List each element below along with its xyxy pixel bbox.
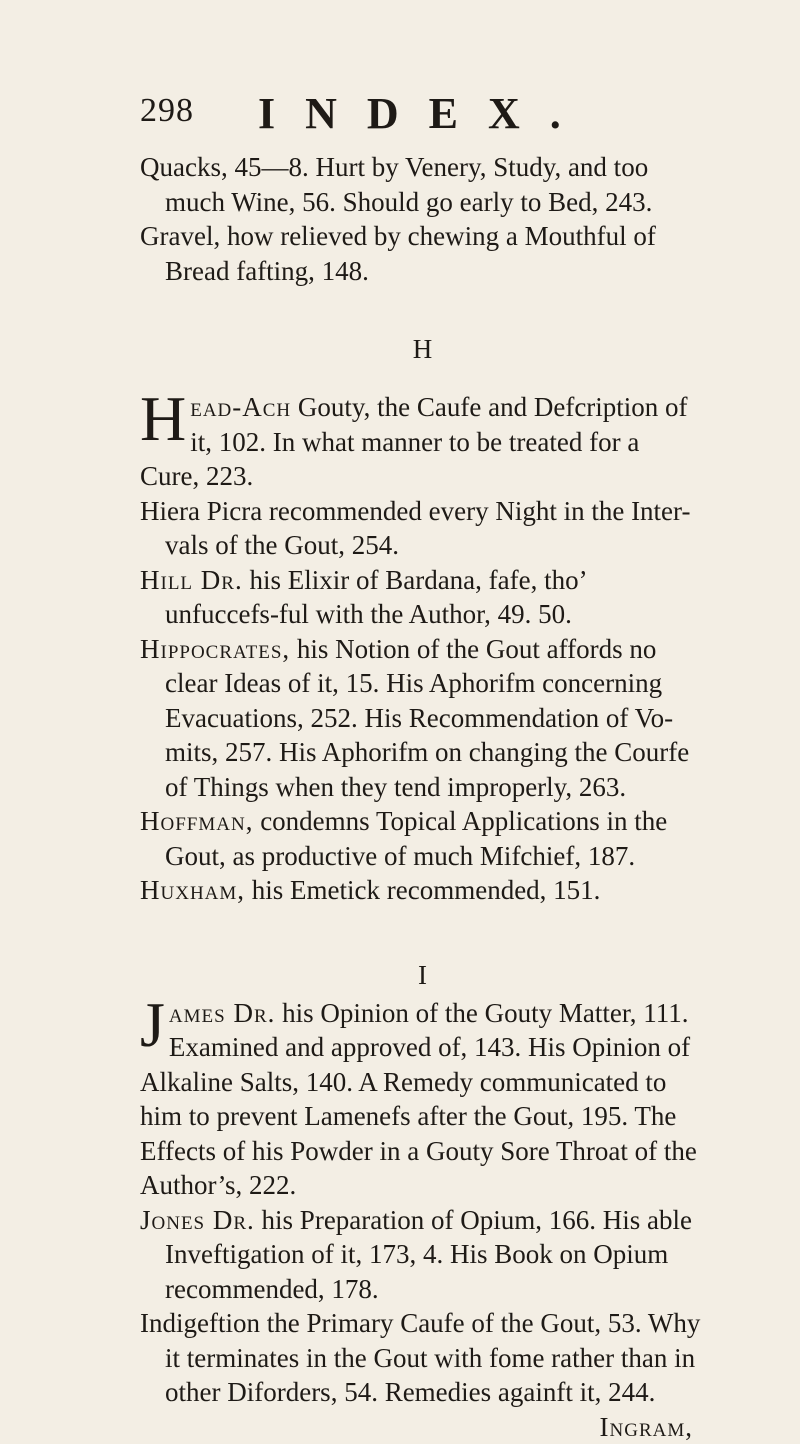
page-number: 298 [140, 92, 194, 130]
entry-heading: ames Dr. [169, 998, 275, 1028]
section-letter-h: H [140, 332, 705, 366]
index-body [140, 150, 705, 1444]
index-entry-james [140, 996, 705, 1203]
entry-heading: Huxham, [140, 875, 245, 905]
entry-text: his Opinion of the Gouty Matter, 111. Examined and approved of, 143. His Opinion of Alkaline Salts, 140. A Remedy communicated to him to prevent Lamenefs after the Gout, 195. The Effects of his Powder in a Gouty Sore Throat of the Author’s, 222. [140, 998, 697, 1201]
entry-heading: Hippocrates, [140, 634, 290, 664]
entry-text: condemns Topical Applications in the Gout, as productive of much Mifchief, 187. [165, 806, 667, 871]
entry-heading: ead-Ach [190, 392, 291, 422]
index-entry-jones [140, 1203, 705, 1307]
page-header [140, 88, 700, 138]
index-entry-hiera-picra: Hiera Picra recommended every Night in the Inter-vals of the Gout, 254. [140, 494, 705, 563]
drop-cap-j: J [140, 996, 165, 1054]
index-entry-hill [140, 563, 705, 632]
index-entry-indigestion: Indigeftion the Primary Caufe of the Gout, 53. Why it terminates in the Gout with fome rather than in other Diforders, 54. Remedies againft it, 244. [140, 1306, 705, 1410]
index-entry-quacks: Quacks, 45—8. Hurt by Venery, Study, and too much Wine, 56. Should go early to Bed, 243. [140, 150, 705, 219]
index-entry-head-ach [140, 390, 705, 494]
section-letter-i: I [140, 958, 705, 992]
entry-heading: Jones Dr. [140, 1205, 255, 1235]
entry-text: his Notion of the Gout affords no clear Ideas of it, 15. His Aphorifm concerning Evacuations, 252. His Recommendation of Vo-mits, 257. His Aphorifm on changing the Courfe of Things when they tend improperly, 263. [165, 634, 689, 802]
entry-text: Gouty, the Caufe and Defcription of it, 102. In what manner to be treated for a Cure, 223. [140, 392, 688, 491]
running-title: INDEX. [258, 88, 591, 139]
entry-text: his Emetick recommended, 151. [245, 875, 600, 905]
entry-heading: Hoffman, [140, 806, 253, 836]
catchword: Ingram, [140, 1410, 705, 1444]
drop-cap-h: H [140, 390, 186, 448]
entry-heading: Hill Dr. [140, 565, 243, 595]
index-entry-gravel: Gravel, how relieved by chewing a Mouthful of Bread fafting, 148. [140, 219, 705, 288]
index-entry-hoffman [140, 804, 705, 873]
entry-text: his Elixir of Bardana, fafe, tho’ unfuccefs-ful with the Author, 49. 50. [165, 565, 586, 630]
index-entry-huxham [140, 873, 705, 908]
index-entry-hippocrates [140, 632, 705, 805]
entry-text: his Preparation of Opium, 166. His able Inveftigation of it, 173, 4. His Book on Opium recommended, 178. [165, 1205, 692, 1304]
